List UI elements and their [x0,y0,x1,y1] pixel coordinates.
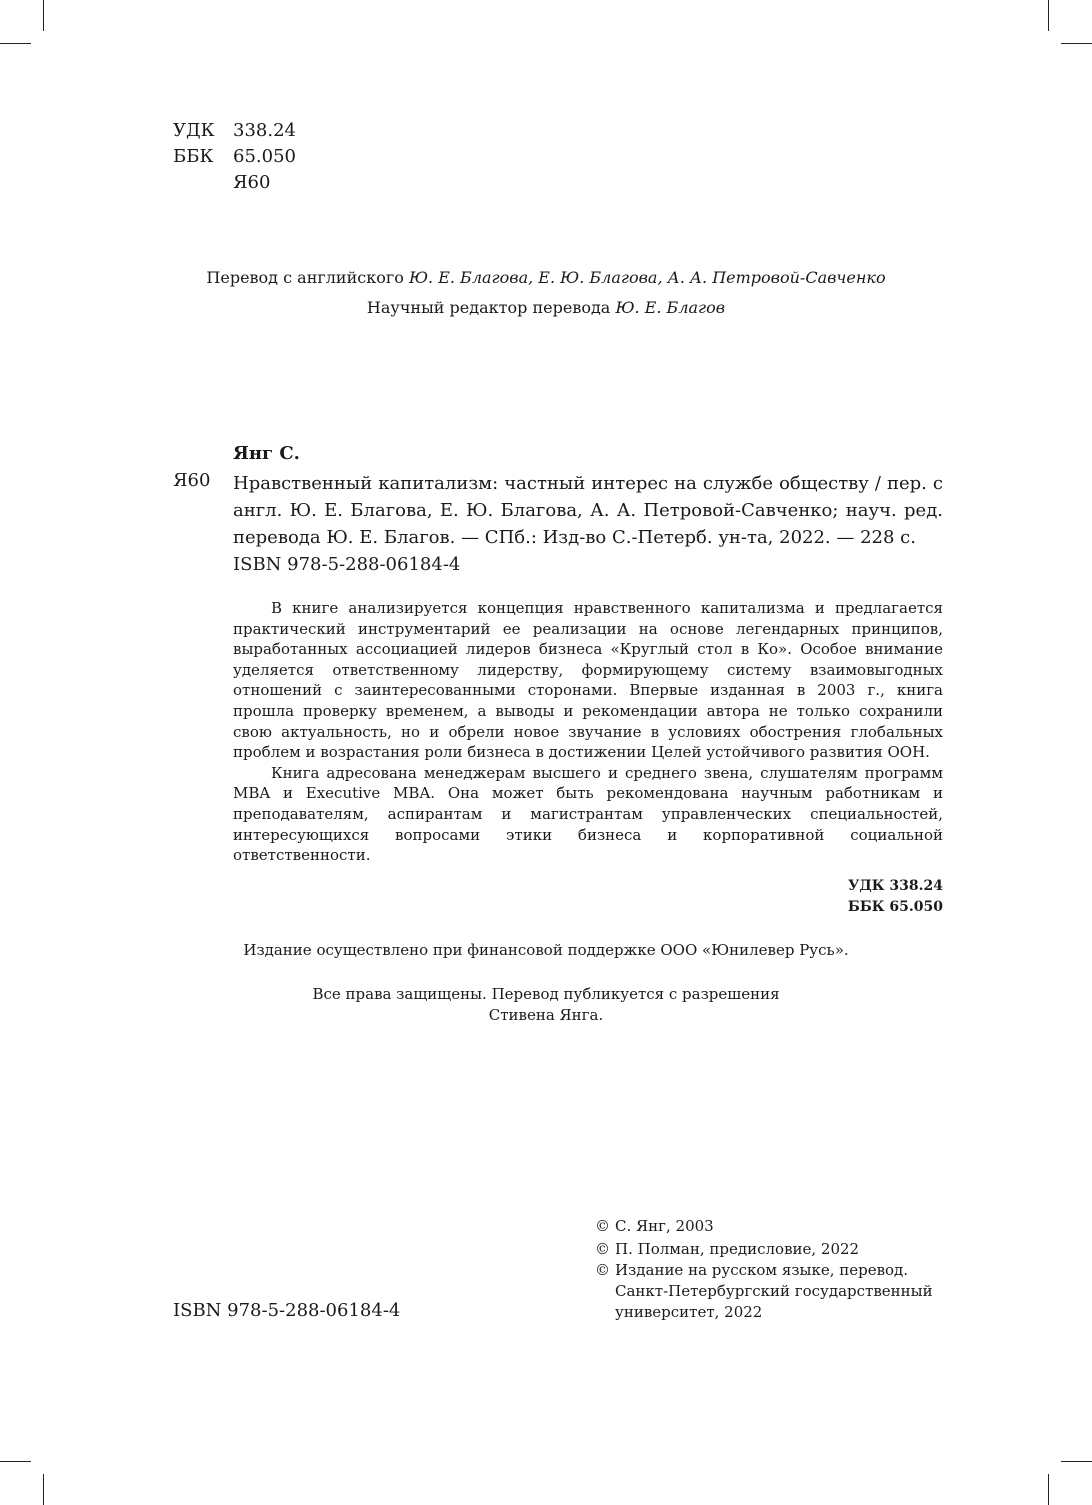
classification-block [173,118,296,196]
bbk-bold: ББК 65.050 [847,899,943,915]
rights-line: Стивена Янга. [488,1006,604,1024]
rights-note [0,984,1092,1026]
classification-value: Я60 [233,172,271,193]
classification-key [173,170,233,196]
crop-mark-tl-v [43,0,44,31]
translation-credits [0,263,1092,323]
editor-prefix: Научный редактор перевода [366,298,616,317]
support-note: Издание осуществлено при финансовой поддержке ООО «Юнилевер Русь». [243,941,849,959]
copyright-icon: © [595,1261,610,1279]
crop-mark-bl-h [0,1461,31,1462]
crop-mark-bl-v [43,1474,44,1505]
copyright-text-line: Издание на русском языке, перевод. [615,1261,909,1279]
classification-value: 338.24 [233,120,296,141]
classification-bold [700,876,943,918]
copyright-line [595,1260,933,1323]
citation [233,470,943,578]
crop-mark-br-h [1061,1461,1092,1462]
crop-mark-br-v [1048,1474,1049,1505]
translators-prefix: Перевод с английского [206,268,409,287]
copyright-text-line: Санкт-Петербургский государственный [615,1282,933,1300]
annotation-paragraph: Книга адресована менеджерам высшего и среднего звена, слушателям программ MBA и Executive MBA. Она может быть рекомендована научным работникам и преподавателям, аспирантам и магистрантам управленческих специальностей, интересующихся вопросами этики бизнеса и корпоративной социальной ответственности. [233,763,943,865]
crop-mark-tr-h [1061,43,1092,44]
author-code: Я60 [173,470,211,491]
copyright-text [615,1260,933,1323]
crop-mark-tr-v [1048,0,1049,31]
udk-bold: УДК 338.24 [848,878,943,894]
classification-row [173,144,296,170]
crop-mark-tl-h [0,43,31,44]
citation-text: Нравственный капитализм: частный интерес на службе обществу / пер. с англ. Ю. Е. Благова, Е. Ю. Благова, А. А. Петровой-Савченко; науч. ред. перевода Ю. Е. Благов. — СПб.: Изд-во С.-Петерб. ун-та, 2022. — 228 с. [233,473,943,548]
isbn-bottom: ISBN 978-5-288-06184-4 [173,1300,401,1321]
classification-key: УДК [173,120,215,141]
citation-isbn: ISBN 978-5-288-06184-4 [233,554,461,575]
copyright-line [595,1239,933,1260]
copyright-icon: © [595,1240,610,1258]
classification-key: ББК [173,146,214,167]
copyright-block [595,1216,933,1323]
copyright-icon: © [595,1217,610,1235]
rights-line: Все права защищены. Перевод публикуется с разрешения [312,985,780,1003]
annotation [233,598,943,866]
editor-line [0,293,1092,323]
classification-row [173,170,296,196]
copyright-line [595,1216,933,1237]
annotation-paragraph: В книге анализируется концепция нравственного капитализма и предлагается практический инструментарий ее реализации на основе легендарных принципов, выработанных ассоциацией лидеров бизнеса «Круглый стол в Ко». Особое внимание уделяется ответственному лидерству, формирующему систему взаимовыгодных отношений с заинтересованными сторонами. Впервые изданная в 2003 г., книга прошла проверку временем, а выводы и рекомендации автора не только сохранили свою актуальность, но и обрели новое звучание в условиях обострения глобальных проблем и возрастания роли бизнеса в достижении Целей устойчивого развития ООН. [233,599,943,762]
copyright-text-line: университет, 2022 [615,1303,763,1321]
author-heading: Янг С. [233,443,300,464]
editor-name: Ю. Е. Благов [615,298,726,317]
translators-line [0,263,1092,293]
classification-value: 65.050 [233,146,296,167]
copyright-text: П. Полман, предисловие, 2022 [615,1240,860,1258]
classification-row [173,118,296,144]
translators-names: Ю. Е. Благова, Е. Ю. Благова, А. А. Петровой-Савченко [408,268,886,287]
copyright-text: С. Янг, 2003 [615,1217,714,1235]
